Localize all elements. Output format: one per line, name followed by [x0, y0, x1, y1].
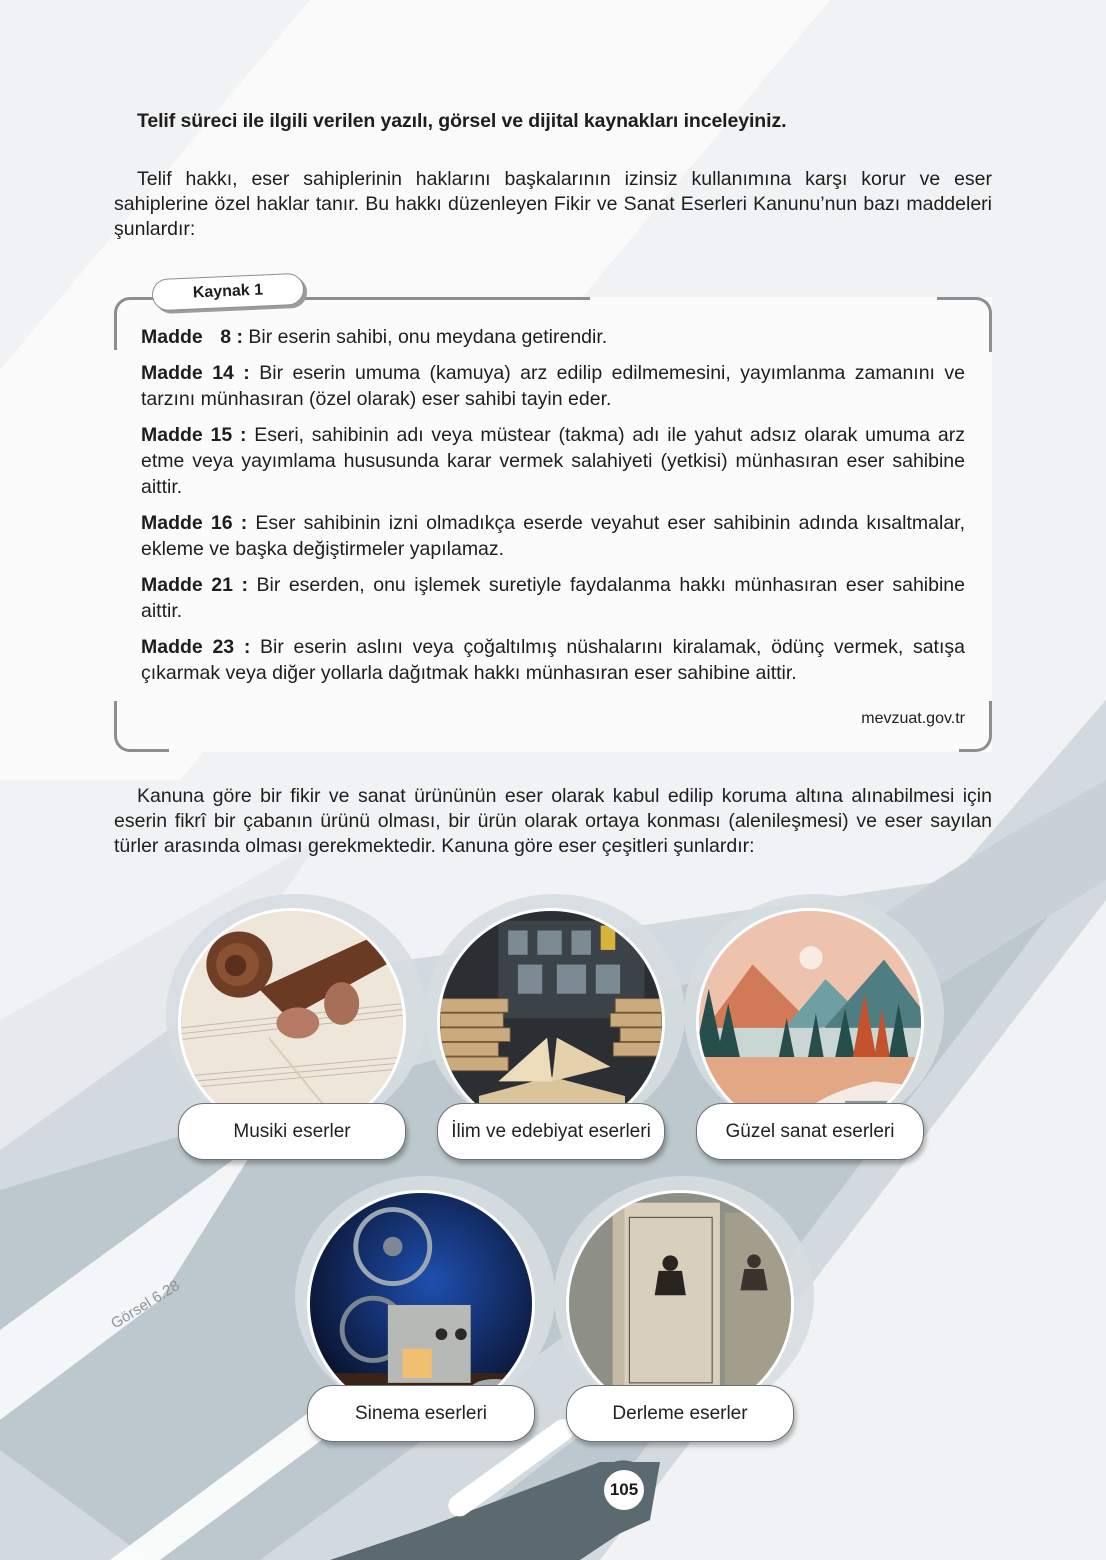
source-tag: Kaynak 1: [151, 273, 304, 312]
article-list: [141, 324, 965, 696]
work-type-card-literature: [437, 908, 669, 1170]
article-text: Eseri, sahibinin adı veya müstear (takma) adı ile yahut adsız olarak umuma arz etme veya yayımlama hususunda karar vermek salahiyeti (yetkisi) münhasıran eser sahibine aittir.: [141, 424, 965, 498]
dede-korkut-book-image: [566, 1190, 794, 1418]
violin-sheet-music-image: [178, 908, 406, 1136]
source-reference: mevzuat.gov.tr: [861, 710, 965, 727]
article-text: Bir eserin aslını veya çoğaltılmış nüshalarını kiralamak, ödünç vermek, satışa çıkarmak veya diğer yollarla dağıtmak hakkı münhasıran eser sahibine aittir.: [141, 636, 965, 684]
article-item: [141, 510, 965, 562]
article-item: [141, 360, 965, 412]
work-type-label: Güzel sanat eserleri: [696, 1103, 924, 1160]
page-number: 105: [604, 1470, 644, 1510]
figure-caption: Görsel 6.28: [108, 1276, 183, 1333]
article-text: Bir eserin umuma (kamuya) arz edilip edilmemesini, yayımlanma zamanını ve tarzını münhasıran (özel olarak) eser sahibi tayin eder.: [141, 362, 965, 410]
work-type-card-fine-arts: [696, 908, 928, 1170]
article-text: Eser sahibinin izni olmadıkça eserde veyahut eser sahibinin adında kısaltmalar, ekleme ve başka değiştirmeler yapılamaz.: [141, 512, 966, 560]
article-number: Madde 14 :: [141, 362, 250, 384]
article-number: Madde 21 :: [141, 574, 248, 596]
frame-corner: [114, 701, 169, 752]
books-library-image: [437, 908, 665, 1136]
work-type-label: Derleme eserler: [566, 1385, 794, 1442]
work-types-paragraph: Kanuna göre bir fikir ve sanat ürününün eser olarak kabul edilip koruma altına alınabilmesi için eserin fikrî bir çabanın ürünü olması, bir ürün olarak ortaya konması (alenileşmesi) ve eser sayılan türler arasında olması gerekmektedir. Kanuna göre eser çeşitleri şunlardır:: [114, 785, 992, 857]
article-item: [141, 572, 965, 624]
work-type-label: Sinema eserleri: [307, 1385, 535, 1442]
article-text: Bir eserden, onu işlemek suretiyle faydalanma hakkı münhasıran eser sahibine aittir.: [141, 574, 965, 622]
instruction-heading: Telif süreci ile ilgili verilen yazılı, görsel ve dijital kaynakları inceleyiniz.: [137, 110, 787, 132]
article-number: Madde 16 :: [141, 512, 248, 534]
work-type-card-cinema: [307, 1190, 539, 1452]
article-item: [141, 422, 965, 500]
watercolor-landscape-image: [696, 908, 924, 1136]
work-type-label: İlim ve edebiyat eserleri: [437, 1103, 665, 1160]
frame-line: [304, 297, 590, 300]
source-box: [114, 281, 992, 752]
article-number: Madde 23 :: [141, 636, 251, 658]
work-type-label: Musiki eserler: [178, 1103, 406, 1160]
article-text: Bir eserin sahibi, onu meydana getirendir.: [248, 326, 608, 348]
intro-paragraph: Telif hakkı, eser sahiplerinin haklarını başkalarının izinsiz kullanımına karşı korur ve eser sahiplerine özel haklar tanır. Bu hakkı düzenleyen Fikir ve Sanat Eserleri Kanunu’nun bazı maddeleri şunlardır:: [114, 168, 992, 240]
film-projector-image: [307, 1190, 535, 1418]
article-item: [141, 324, 965, 350]
work-type-card-compilation: [566, 1190, 798, 1452]
article-number: Madde 15 :: [141, 424, 247, 446]
article-item: [141, 634, 965, 686]
work-type-card-music: [178, 908, 410, 1170]
article-number: Madde 8 :: [141, 326, 243, 348]
